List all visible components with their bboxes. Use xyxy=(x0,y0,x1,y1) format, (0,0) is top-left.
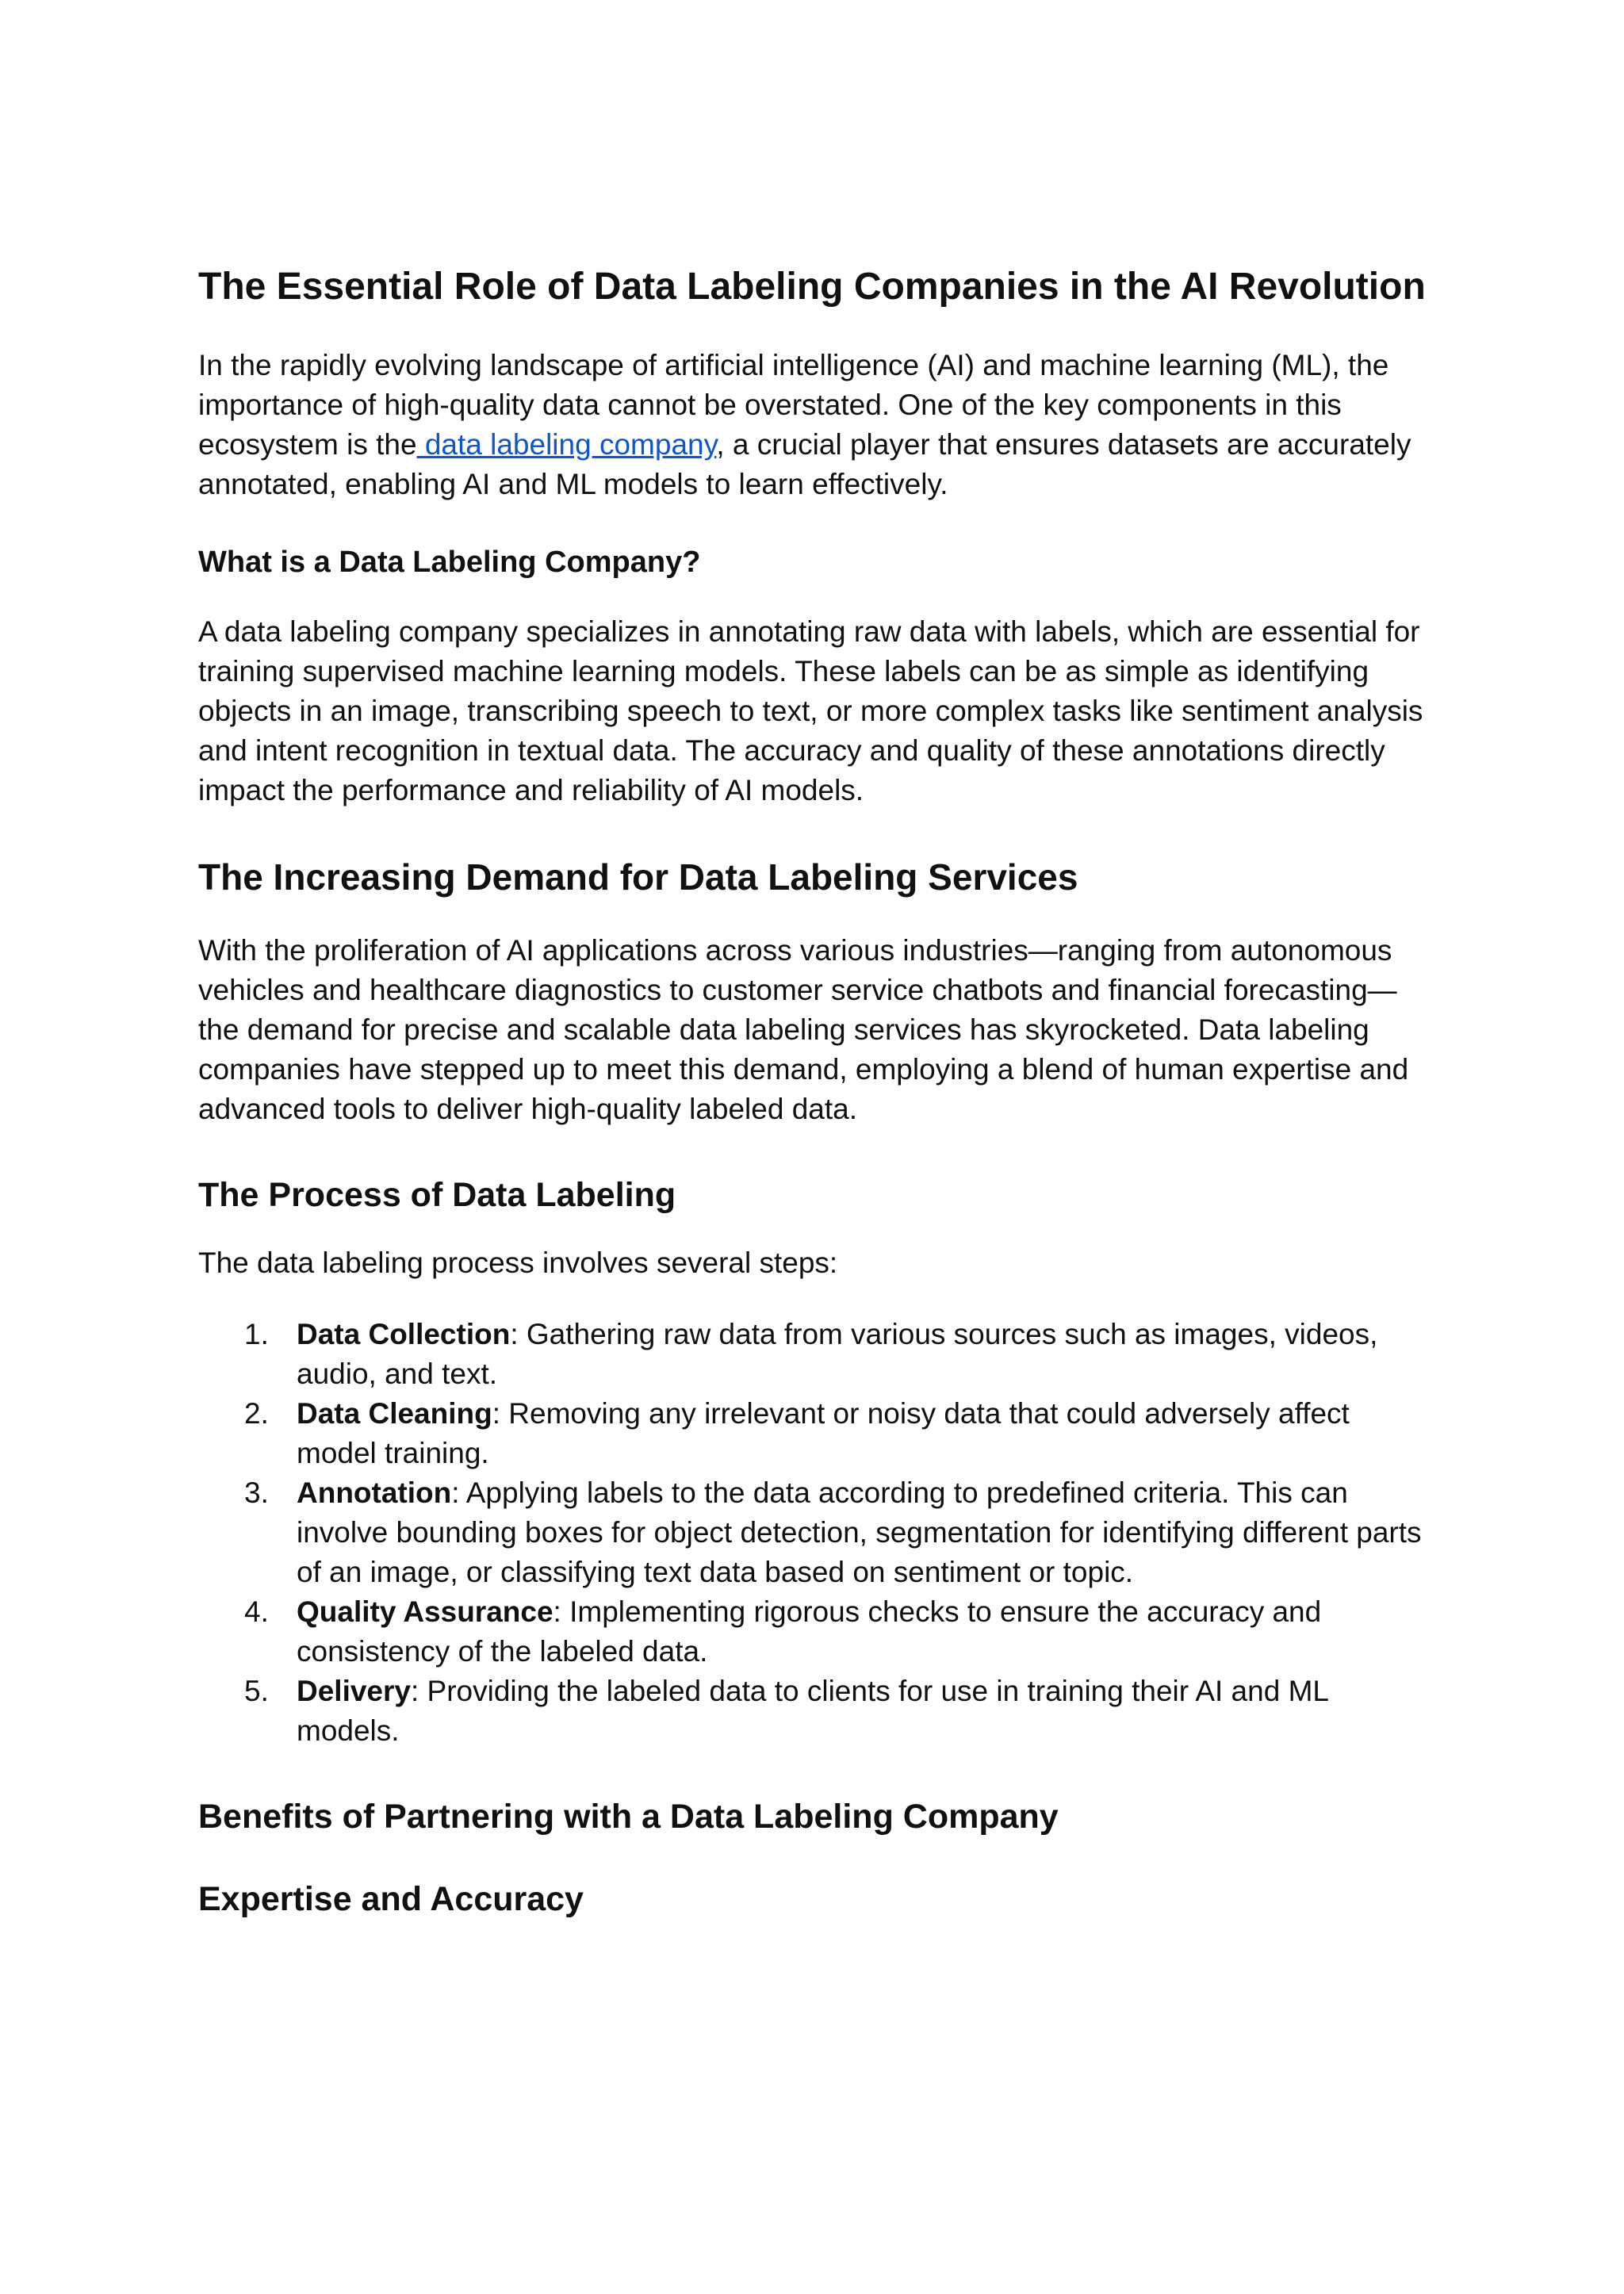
list-item xyxy=(198,1473,1435,1592)
list-term: Data Cleaning xyxy=(297,1397,492,1430)
heading-what-is: What is a Data Labeling Company? xyxy=(198,546,701,579)
list-item xyxy=(198,1394,1435,1473)
heading-expertise-accuracy: Expertise and Accuracy xyxy=(198,1880,584,1918)
list-number: 4. xyxy=(244,1595,269,1628)
list-term: Delivery xyxy=(297,1675,411,1707)
heading-benefits: Benefits of Partnering with a Data Labeling Company xyxy=(198,1798,1059,1836)
intro-text-after-link: , a crucial player that ensures datasets are accurately annotated, enabling AI and ML models to learn effectively. xyxy=(198,428,1411,500)
intro-text-before-link: In the rapidly evolving landscape of artificial intelligence (AI) and machine learning (ML), the importance of high-quality data cannot be overstated. One of the key components in this ecosystem is the xyxy=(198,349,1389,461)
document-title: The Essential Role of Data Labeling Companies in the AI Revolution xyxy=(198,266,1426,308)
demand-paragraph: With the proliferation of AI applications across various industries—ranging from autonomous vehicles and healthcare diagnostics to customer service chatbots and financial forecasting—the demand for precise and scalable data labeling services has skyrocketed. Data labeling companies have stepped up to meet this demand, employing a blend of human expertise and advanced tools to deliver high-quality labeled data. xyxy=(198,934,1409,1125)
heading-process: The Process of Data Labeling xyxy=(198,1176,676,1214)
list-term: Quality Assurance xyxy=(297,1595,553,1628)
document-page xyxy=(198,262,1435,1922)
heading-increasing-demand: The Increasing Demand for Data Labeling Services xyxy=(198,856,1078,898)
list-description: : Gathering raw data from various sources such as images, videos, audio, and text. xyxy=(297,1318,1378,1390)
list-number: 5. xyxy=(244,1675,269,1707)
list-description: : Providing the labeled data to clients for use in training their AI and ML models. xyxy=(297,1675,1328,1747)
intro-paragraph xyxy=(198,346,1435,504)
list-term: Annotation xyxy=(297,1476,452,1509)
process-steps-list xyxy=(198,1315,1435,1751)
process-intro: The data labeling process involves several steps: xyxy=(198,1247,838,1279)
list-description: : Applying labels to the data according to predefined criteria. This can involve bounding boxes for object detection, segmentation for identifying different parts of an image, or classifying text data based on sentiment or topic. xyxy=(297,1476,1422,1588)
data-labeling-company-link[interactable]: data labeling company xyxy=(416,428,717,461)
list-term: Data Collection xyxy=(297,1318,511,1350)
list-item xyxy=(198,1315,1435,1394)
list-number: 1. xyxy=(244,1318,269,1350)
what-is-paragraph: A data labeling company specializes in annotating raw data with labels, which are essential for training supervised machine learning models. These labels can be as simple as identifying objects in an image, transcribing speech to text, or more complex tasks like sentiment analysis and intent recognition in textual data. The accuracy and quality of these annotations directly impact the performance and reliability of AI models. xyxy=(198,615,1423,806)
list-description: : Implementing rigorous checks to ensure the accuracy and consistency of the labeled data. xyxy=(297,1595,1322,1668)
list-description: : Removing any irrelevant or noisy data that could adversely affect model training. xyxy=(297,1397,1350,1469)
list-item xyxy=(198,1672,1435,1751)
list-number: 3. xyxy=(244,1476,269,1509)
list-item xyxy=(198,1592,1435,1672)
list-number: 2. xyxy=(244,1397,269,1430)
